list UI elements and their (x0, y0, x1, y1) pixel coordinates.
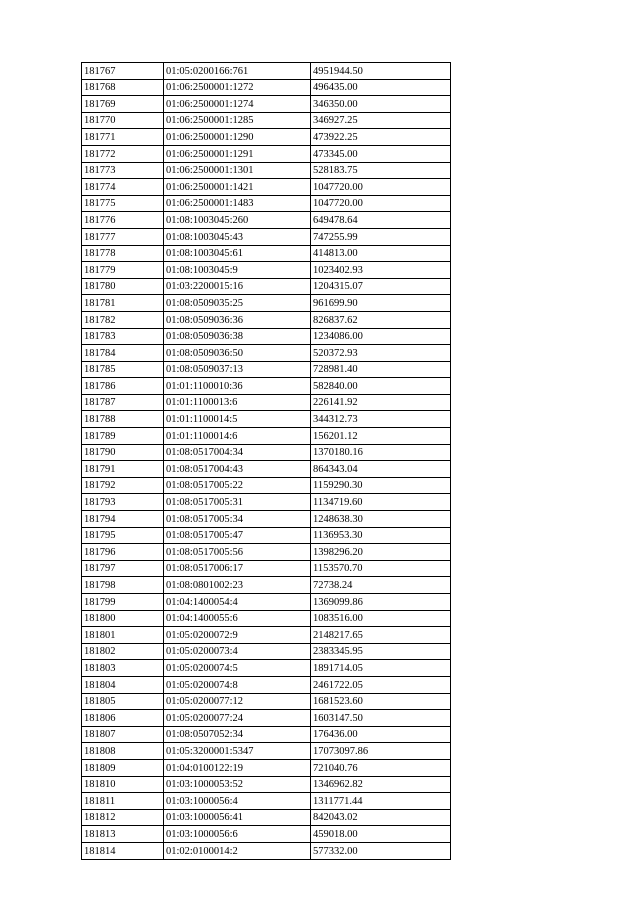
row-id-cell: 181774 (82, 179, 164, 196)
row-id-cell: 181784 (82, 345, 164, 362)
cadastral-number-cell: 01:06:2500001:1301 (164, 162, 311, 179)
row-id-cell: 181789 (82, 428, 164, 445)
cadastral-number-cell: 01:08:0517005:22 (164, 477, 311, 494)
cadastral-number-cell: 01:04:0100122:19 (164, 759, 311, 776)
cadastral-number-cell: 01:08:0507052:34 (164, 726, 311, 743)
value-cell: 346927.25 (311, 112, 451, 129)
value-cell: 842043.02 (311, 809, 451, 826)
cadastral-number-cell: 01:03:1000056:6 (164, 826, 311, 843)
cadastral-number-cell: 01:08:0517005:56 (164, 544, 311, 561)
row-id-cell: 181769 (82, 96, 164, 113)
table-row (82, 278, 451, 295)
table-row (82, 544, 451, 561)
value-cell: 2461722.05 (311, 676, 451, 693)
value-cell: 961699.90 (311, 295, 451, 312)
value-cell: 1153570.70 (311, 560, 451, 577)
table-row (82, 245, 451, 262)
table-row (82, 162, 451, 179)
value-cell: 1083516.00 (311, 610, 451, 627)
cadastral-number-cell: 01:08:0517004:43 (164, 461, 311, 478)
cadastral-number-cell: 01:06:2500001:1272 (164, 79, 311, 96)
row-id-cell: 181813 (82, 826, 164, 843)
row-id-cell: 181803 (82, 660, 164, 677)
cadastral-number-cell: 01:08:1003045:61 (164, 245, 311, 262)
row-id-cell: 181796 (82, 544, 164, 561)
row-id-cell: 181788 (82, 411, 164, 428)
table-row (82, 361, 451, 378)
value-cell: 1398296.20 (311, 544, 451, 561)
value-cell: 1603147.50 (311, 710, 451, 727)
row-id-cell: 181780 (82, 278, 164, 295)
row-id-cell: 181801 (82, 627, 164, 644)
table-row (82, 328, 451, 345)
row-id-cell: 181771 (82, 129, 164, 146)
value-cell: 346350.00 (311, 96, 451, 113)
value-cell: 520372.93 (311, 345, 451, 362)
value-cell: 1346962.82 (311, 776, 451, 793)
row-id-cell: 181805 (82, 693, 164, 710)
cadastral-number-cell: 01:06:2500001:1421 (164, 179, 311, 196)
value-cell: 473345.00 (311, 145, 451, 162)
value-cell: 1023402.93 (311, 262, 451, 279)
table-row (82, 477, 451, 494)
table-row (82, 793, 451, 810)
row-id-cell: 181781 (82, 295, 164, 312)
cadastral-number-cell: 01:08:0517005:47 (164, 527, 311, 544)
value-cell: 17073097.86 (311, 743, 451, 760)
table-row (82, 63, 451, 80)
cadastral-number-cell: 01:06:2500001:1274 (164, 96, 311, 113)
value-cell: 2148217.65 (311, 627, 451, 644)
row-id-cell: 181775 (82, 195, 164, 212)
cadastral-number-cell: 01:05:0200073:4 (164, 643, 311, 660)
table-row (82, 560, 451, 577)
value-cell: 826837.62 (311, 311, 451, 328)
cadastral-number-cell: 01:05:0200077:12 (164, 693, 311, 710)
table-row (82, 710, 451, 727)
table-row (82, 228, 451, 245)
table-row (82, 311, 451, 328)
table-row (82, 676, 451, 693)
row-id-cell: 181811 (82, 793, 164, 810)
cadastral-number-cell: 01:08:1003045:9 (164, 262, 311, 279)
value-cell: 1136953.30 (311, 527, 451, 544)
value-cell: 226141.92 (311, 394, 451, 411)
row-id-cell: 181808 (82, 743, 164, 760)
cadastral-number-cell: 01:01:1100014:6 (164, 428, 311, 445)
table-row (82, 444, 451, 461)
cadastral-number-cell: 01:05:0200166:761 (164, 63, 311, 80)
row-id-cell: 181793 (82, 494, 164, 511)
table-row (82, 394, 451, 411)
cadastral-number-cell: 01:04:1400055:6 (164, 610, 311, 627)
cadastral-number-cell: 01:08:0801002:23 (164, 577, 311, 594)
table-row (82, 195, 451, 212)
value-cell: 414813.00 (311, 245, 451, 262)
table-row (82, 643, 451, 660)
cadastral-number-cell: 01:08:1003045:43 (164, 228, 311, 245)
table-body (82, 63, 451, 860)
value-cell: 473922.25 (311, 129, 451, 146)
value-cell: 1234086.00 (311, 328, 451, 345)
value-cell: 2383345.95 (311, 643, 451, 660)
row-id-cell: 181768 (82, 79, 164, 96)
table-row (82, 129, 451, 146)
table-row (82, 428, 451, 445)
row-id-cell: 181790 (82, 444, 164, 461)
table-row (82, 610, 451, 627)
value-cell: 1047720.00 (311, 195, 451, 212)
cadastral-number-cell: 01:08:0517004:34 (164, 444, 311, 461)
table-row (82, 594, 451, 611)
row-id-cell: 181778 (82, 245, 164, 262)
table-row (82, 511, 451, 528)
row-id-cell: 181772 (82, 145, 164, 162)
table-row (82, 660, 451, 677)
row-id-cell: 181802 (82, 643, 164, 660)
table-row (82, 79, 451, 96)
value-cell: 747255.99 (311, 228, 451, 245)
value-cell: 528183.75 (311, 162, 451, 179)
row-id-cell: 181807 (82, 726, 164, 743)
table-row (82, 527, 451, 544)
cadastral-number-cell: 01:04:1400054:4 (164, 594, 311, 611)
row-id-cell: 181792 (82, 477, 164, 494)
value-cell: 4951944.50 (311, 63, 451, 80)
value-cell: 1311771.44 (311, 793, 451, 810)
table-row (82, 262, 451, 279)
row-id-cell: 181770 (82, 112, 164, 129)
value-cell: 1134719.60 (311, 494, 451, 511)
table-row (82, 112, 451, 129)
row-id-cell: 181777 (82, 228, 164, 245)
table-row (82, 759, 451, 776)
row-id-cell: 181810 (82, 776, 164, 793)
value-cell: 1204315.07 (311, 278, 451, 295)
cadastral-number-cell: 01:01:1100014:5 (164, 411, 311, 428)
cadastral-number-cell: 01:08:0517005:31 (164, 494, 311, 511)
cadastral-number-cell: 01:06:2500001:1483 (164, 195, 311, 212)
table-row (82, 809, 451, 826)
row-id-cell: 181797 (82, 560, 164, 577)
cadastral-number-cell: 01:01:1100013:6 (164, 394, 311, 411)
cadastral-number-cell: 01:08:0517006:17 (164, 560, 311, 577)
value-cell: 721040.76 (311, 759, 451, 776)
value-cell: 1370180.16 (311, 444, 451, 461)
value-cell: 1159290.30 (311, 477, 451, 494)
table-row (82, 212, 451, 229)
cadastral-number-cell: 01:08:0509036:38 (164, 328, 311, 345)
cadastral-number-cell: 01:03:1000053:52 (164, 776, 311, 793)
table-row (82, 461, 451, 478)
data-table (81, 62, 451, 860)
cadastral-number-cell: 01:08:0517005:34 (164, 511, 311, 528)
value-cell: 496435.00 (311, 79, 451, 96)
row-id-cell: 181786 (82, 378, 164, 395)
row-id-cell: 181794 (82, 511, 164, 528)
value-cell: 582840.00 (311, 378, 451, 395)
cadastral-number-cell: 01:06:2500001:1290 (164, 129, 311, 146)
row-id-cell: 181800 (82, 610, 164, 627)
table-row (82, 295, 451, 312)
value-cell: 649478.64 (311, 212, 451, 229)
row-id-cell: 181814 (82, 842, 164, 859)
value-cell: 459018.00 (311, 826, 451, 843)
row-id-cell: 181798 (82, 577, 164, 594)
cadastral-number-cell: 01:08:0509036:36 (164, 311, 311, 328)
row-id-cell: 181804 (82, 676, 164, 693)
table-row (82, 577, 451, 594)
cadastral-number-cell: 01:06:2500001:1291 (164, 145, 311, 162)
table-row (82, 145, 451, 162)
value-cell: 344312.73 (311, 411, 451, 428)
cadastral-number-cell: 01:01:1100010:36 (164, 378, 311, 395)
table-row (82, 826, 451, 843)
value-cell: 176436.00 (311, 726, 451, 743)
value-cell: 1681523.60 (311, 693, 451, 710)
row-id-cell: 181806 (82, 710, 164, 727)
row-id-cell: 181767 (82, 63, 164, 80)
cadastral-number-cell: 01:03:1000056:4 (164, 793, 311, 810)
cadastral-number-cell: 01:05:3200001:5347 (164, 743, 311, 760)
cadastral-number-cell: 01:05:0200074:8 (164, 676, 311, 693)
row-id-cell: 181779 (82, 262, 164, 279)
table-row (82, 842, 451, 859)
cadastral-number-cell: 01:08:0509036:50 (164, 345, 311, 362)
table-row (82, 743, 451, 760)
cadastral-number-cell: 01:03:1000056:41 (164, 809, 311, 826)
table-row (82, 179, 451, 196)
table-row (82, 378, 451, 395)
row-id-cell: 181782 (82, 311, 164, 328)
row-id-cell: 181787 (82, 394, 164, 411)
cadastral-number-cell: 01:05:0200074:5 (164, 660, 311, 677)
value-cell: 1047720.00 (311, 179, 451, 196)
value-cell: 864343.04 (311, 461, 451, 478)
row-id-cell: 181812 (82, 809, 164, 826)
value-cell: 1369099.86 (311, 594, 451, 611)
row-id-cell: 181799 (82, 594, 164, 611)
row-id-cell: 181783 (82, 328, 164, 345)
cadastral-number-cell: 01:08:1003045:260 (164, 212, 311, 229)
table-row (82, 411, 451, 428)
row-id-cell: 181795 (82, 527, 164, 544)
value-cell: 156201.12 (311, 428, 451, 445)
table-row (82, 494, 451, 511)
row-id-cell: 181776 (82, 212, 164, 229)
cadastral-number-cell: 01:08:0509035:25 (164, 295, 311, 312)
value-cell: 577332.00 (311, 842, 451, 859)
table-row (82, 345, 451, 362)
cadastral-number-cell: 01:05:0200072:9 (164, 627, 311, 644)
table-row (82, 627, 451, 644)
row-id-cell: 181773 (82, 162, 164, 179)
value-cell: 1248638.30 (311, 511, 451, 528)
cadastral-number-cell: 01:06:2500001:1285 (164, 112, 311, 129)
cadastral-number-cell: 01:03:2200015:16 (164, 278, 311, 295)
cadastral-number-cell: 01:08:0509037:13 (164, 361, 311, 378)
row-id-cell: 181791 (82, 461, 164, 478)
value-cell: 72738.24 (311, 577, 451, 594)
row-id-cell: 181785 (82, 361, 164, 378)
table-row (82, 776, 451, 793)
value-cell: 728981.40 (311, 361, 451, 378)
table-row (82, 693, 451, 710)
table-row (82, 96, 451, 113)
row-id-cell: 181809 (82, 759, 164, 776)
table-row (82, 726, 451, 743)
value-cell: 1891714.05 (311, 660, 451, 677)
cadastral-number-cell: 01:05:0200077:24 (164, 710, 311, 727)
cadastral-number-cell: 01:02:0100014:2 (164, 842, 311, 859)
